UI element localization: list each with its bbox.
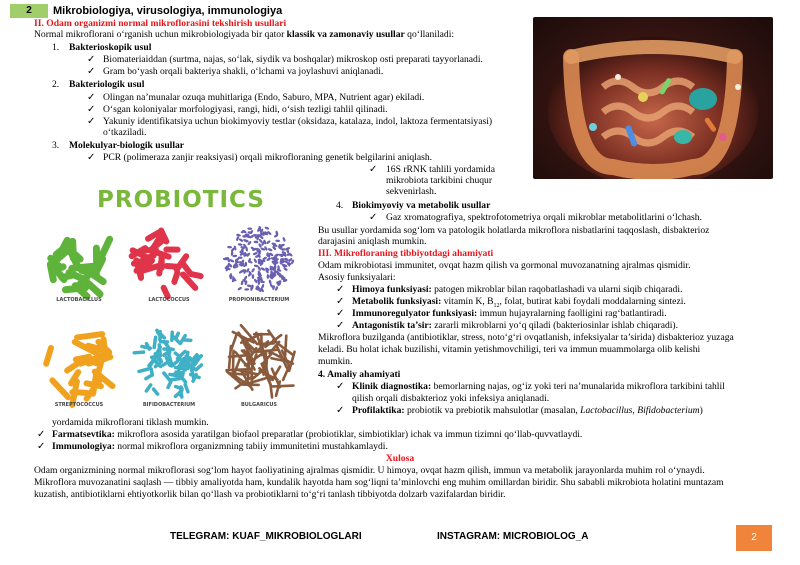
check-icon: ✓ (336, 405, 345, 416)
bifidobacterium-icon (134, 330, 201, 397)
check-icon: ✓ (87, 66, 96, 77)
probiotics-title: PROBIOTICS (97, 187, 265, 213)
application-4: Immunologiya: normal mikroflora organizmning tabiiy immunitetini mustahkamlaydi. (52, 441, 388, 452)
function-2: Metabolik funksiyasi: vitamin K, $B_{12}$, folat, butirat kabi foydali moddalarning sintezi. (352, 296, 686, 309)
dysbiosis-line-3: mumkin. (318, 356, 353, 367)
method-3-number: 3. (52, 140, 60, 151)
dysbiosis-line-2: keladi. Bu holat ichak buzilishi, vitamin yetishmovchiligi, teri va immun muammolarga olib kelishi (318, 344, 701, 355)
dysbiosis-line-1: Mikroflora buzilganda (antibiotiklar, stress, noto‘g‘ri ovqatlanish, infeksiyalar ta’sirida) disbakterioz yuzaga (318, 332, 734, 343)
footer-instagram: INSTAGRAM: MICROBIOLOG_A (437, 531, 589, 542)
method-4-title: Biokimyoviy va metabolik usullar (352, 200, 491, 211)
check-icon: ✓ (37, 441, 46, 452)
footer-telegram: TELEGRAM: KUAF_MIKROBIOLOGLARI (170, 531, 362, 542)
check-icon: ✓ (37, 429, 46, 440)
check-icon: ✓ (87, 104, 96, 115)
header-title: Mikrobiologiya, virusologiya, immunologiya (53, 5, 283, 17)
propionibacterium-icon (223, 226, 295, 293)
check-icon: ✓ (336, 308, 345, 319)
check-icon: ✓ (336, 296, 345, 307)
streptococcus-icon (46, 334, 112, 405)
check-icon: ✓ (336, 381, 345, 392)
conclusion-line-3: kuzatish, antibiotiklarni ehtiyotkorlik bilan qo‘llash va probiotiklarni to‘g‘ri tanlash tibbiyotda dolzarb vazifalardan biridir. (34, 489, 506, 500)
conclusion-heading: Xulosa (385, 453, 415, 464)
method-2-bullet-2: O‘sgan koloniyalar morfologiyasi, rangi, hidi, o‘sish tezligi tahlil qilinadi. (103, 104, 388, 115)
method-1-title: Bakterioskopik usul (69, 42, 152, 53)
label-bifidobacterium: BIFIDOBACTERIUM (142, 402, 196, 408)
lactobacillus-icon (50, 239, 109, 296)
method-2-bullet-3-line-2: o‘tkaziladi. (103, 127, 147, 138)
label-lactococcus: LACTOCOCCUS (148, 297, 190, 303)
application-1-line-1: Klinik diagnostika: bemorlarning najas, og‘iz yoki teri na’munalarida mikroflora tarkibini tahlil (352, 381, 725, 392)
function-4: Antagonistik ta’sir: zararli mikroblarni yo‘q qiladi (bakteriosinlar ishlab chiqaradi). (352, 320, 679, 331)
function-1: Himoya funksiyasi: patogen mikroblar bilan raqobatlashadi va ularni siqib chiqaradi. (352, 284, 683, 295)
check-icon: ✓ (336, 320, 345, 331)
check-icon: ✓ (336, 284, 345, 295)
method-1-number: 1. (52, 42, 60, 53)
bulgaricus-icon (227, 325, 295, 397)
method-3-bullet-2-line-1: 16S rRNK tahlili yordamida (386, 164, 495, 175)
method-2-number: 2. (52, 79, 60, 90)
application-2-line-1: Profilaktika: probiotik va prebiotik mahsulotlar (masalan, Lactobacillus, Bifidobacterium) (352, 405, 703, 416)
conclusion-line-1: Odam organizmining normal mikroflorasi sog‘lom hayot faoliyatining ajralmas qismidir. U himoya, ovqat hazm qilish, immun va metabolik jarayonlarda muhim rol o‘ynaydi. (34, 465, 705, 476)
method-2-bullet-1: Olingan na’munalar ozuqa muhitlariga (Endo, Saburo, MPA, Nutrient agar) ekiladi. (103, 92, 425, 103)
application-1-line-2: qilish orqali disbakterioz yoki infeksiya aniqlanadi. (352, 393, 550, 404)
method-3-bullet-1: PCR (polimeraza zanjir reaksiyasi) orqali mikrofloraning genetik belgilarini aniqlash. (103, 152, 433, 163)
section-3-heading: III. Mikrofloraning tibbiyotdagi ahamiyati (318, 248, 494, 259)
gut-microbiome-illustration (533, 17, 773, 179)
label-bulgaricus: BULGARICUS (240, 402, 278, 408)
page-badge: 2 (10, 4, 48, 18)
section-2-heading: II. Odam organizmi normal mikroflorasini tekshirish usullari (34, 18, 287, 29)
lactococcus-icon (132, 230, 201, 296)
conclusion-line-2: Mikroflora muvozanatini saqlash — tibbiy amaliyotda ham, kundalik hayotda ham sog‘liqni ta’minlovchi eng muhim omillardan biridir. Shu sababli mikrobiota holatini muntazam (34, 477, 724, 488)
method-1-bullet-2: Gram bo‘yash orqali bakteriya shakli, o‘lchami va joylashuvi aniqlanadi. (103, 66, 384, 77)
method-2-bullet-3-line-1: Yakuniy identifikatsiya uchun biokimyoviy testlar (oksidaza, katalaza, indol, laktoza fermentatsiyasi) (103, 116, 493, 127)
probiotics-figure (34, 183, 304, 409)
page-number: 2 (736, 525, 772, 551)
application-3: Farmatsevtika: mikroflora asosida yaratilgan biofaol preparatlar (probiotiklar, simbiotiklar) ichak va immun tizimni qo‘llab-quvvatlaydi. (52, 429, 583, 440)
method-4-bullet-1: Gaz xromatografiya, spektrofotometriya orqali mikroblar metabolitlarini o‘lchash. (386, 212, 702, 223)
gut-microbiome-image (533, 17, 773, 179)
check-icon: ✓ (87, 92, 96, 103)
section-4-heading: 4. Amaliy ahamiyati (318, 369, 401, 380)
label-lactobacillus: LACTOBACILLUS (56, 297, 102, 303)
function-3: Immunoregulyator funksiyasi: immun hujayralarning faolligini rag‘batlantiradi. (352, 308, 667, 319)
method-1-bullet-1: Biomateriaiddan (surtma, najas, so‘lak, siydik va boshqalar) mikroskop osti preparati tayyorlanadi. (103, 54, 483, 65)
section-3-intro: Odam mikrobiotasi immunitet, ovqat hazm qilish va gormonal muvozanatning ajralmas qismidir. (318, 260, 691, 271)
application-2-line-2: yordamida mikroflorani tiklash mumkin. (52, 417, 209, 428)
functions-title: Asosiy funksiyalari: (318, 272, 396, 283)
label-propionibacterium: PROPIONIBACTERIUM (228, 297, 290, 303)
bacteria-illustrations (34, 213, 304, 409)
method-3-bullet-2-line-2: mikrobiota tarkibini chuqur (386, 175, 493, 186)
method-4-number: 4. (336, 200, 344, 211)
method-3-title: Molekulyar-biologik usullar (69, 140, 185, 151)
method-3-bullet-2-line-3: sekvenirlash. (386, 186, 437, 197)
methods-summary-line-2: darajasini aniqlash mumkin. (318, 236, 427, 247)
methods-summary-line-1: Bu usullar yordamida sog‘lom va patologik holatlarda mikroflora nisbatlarini taqqoslash, disbakterioz (318, 225, 710, 236)
check-icon: ✓ (87, 152, 96, 163)
check-icon: ✓ (87, 116, 96, 127)
check-icon: ✓ (369, 212, 378, 223)
check-icon: ✓ (87, 54, 96, 65)
check-icon: ✓ (369, 164, 378, 175)
label-streptococcus: STREPTOCOCCUS (54, 402, 104, 408)
method-2-title: Bakteriologik usul (69, 79, 145, 90)
section-2-intro: Normal mikroflorani o‘rganish uchun mikrobiologiyada bir qator klassik va zamonaviy usullar qo‘llaniladi: (34, 29, 455, 40)
